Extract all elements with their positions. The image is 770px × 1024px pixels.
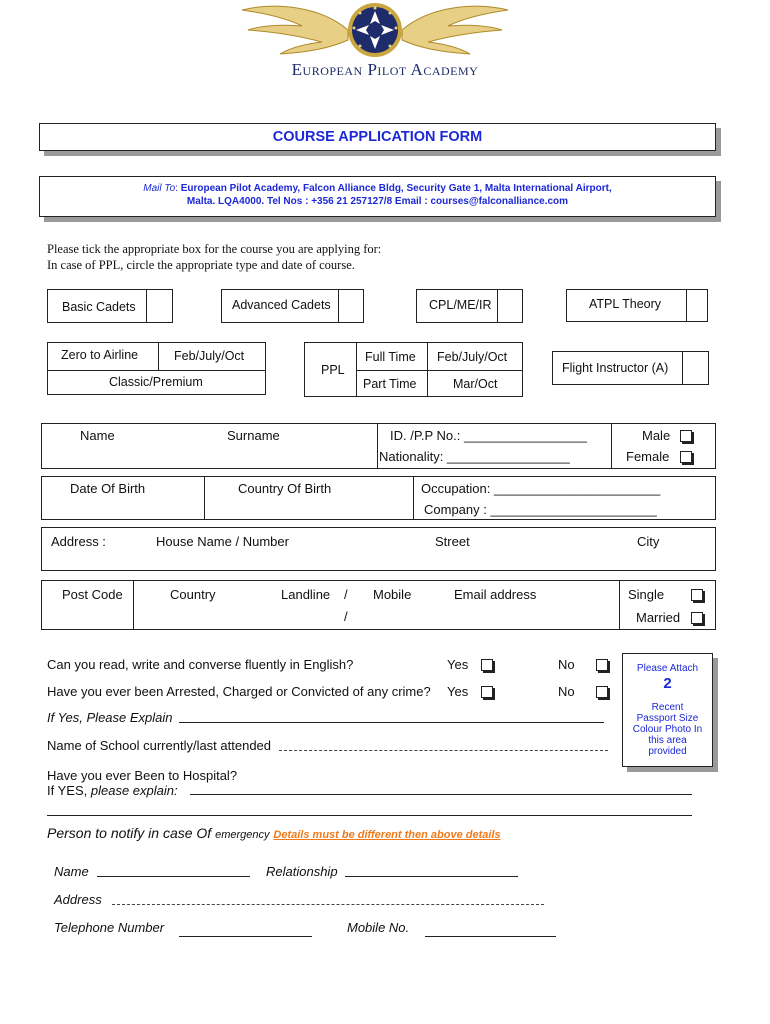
classic-premium-label: Classic/Premium [109,375,203,389]
photo-line-3: Colour Photo In [632,724,703,735]
arrested-no-checkbox[interactable] [596,686,608,698]
hospital-line-1[interactable] [190,794,692,795]
emergency-name-label: Name [54,864,89,879]
city-label: City [637,534,660,549]
zero-to-airline-option[interactable] [47,342,266,395]
zta-dates-label: Feb/July/Oct [174,349,245,363]
post-code-label: Post Code [62,587,123,602]
emergency-mobile-label: Mobile No. [347,920,410,935]
form-title: COURSE APPLICATION FORM [272,129,483,145]
telephone-line[interactable] [179,936,312,937]
email-label: Email address [454,587,537,602]
name-section [41,423,716,469]
if-yes-label: If YES, [47,783,88,798]
emergency-address-line[interactable] [112,904,544,905]
relationship-line[interactable] [345,876,518,877]
arrested-yes-label: Yes [447,684,469,699]
photo-area [622,653,713,767]
telephone-label: Telephone Number [54,920,165,935]
instruction-line-1: Please tick the appropriate box for the course you are applying for: [47,242,382,256]
company-field[interactable]: Company : _______________________ [424,502,657,517]
english-question: Can you read, write and converse fluently in English? [47,657,354,672]
occupation-field[interactable]: Occupation: _______________________ [421,481,661,496]
male-label: Male [642,428,671,443]
female-checkbox[interactable] [680,451,692,463]
english-yes-checkbox[interactable] [481,659,493,671]
birth-occupation-section [41,476,716,520]
school-label: Name of School currently/last attended [47,738,272,753]
ppl-option[interactable] [304,342,523,397]
zero-to-airline-label: Zero to Airline [61,348,139,362]
english-yes-label: Yes [447,657,469,672]
photo-count: 2 [663,675,672,692]
male-checkbox[interactable] [680,430,692,442]
arrested-question: Have you ever been Arrested, Charged or Convicted of any crime? [47,684,431,699]
mobile-label: Mobile [373,587,412,602]
advanced-cadets-option[interactable] [221,289,364,323]
mail-line-2: Malta. LQA4000. Tel Nos : +356 21 257127/8 Email : courses@falconalliance.com [186,196,569,207]
atpl-theory-option[interactable] [566,289,708,322]
maltese-cross-wings-icon [230,0,520,62]
cpl-me-ir-label: CPL/ME/IR [429,298,492,312]
relationship-label: Relationship [266,864,338,879]
female-label: Female [626,449,670,464]
academy-name: European Pilot Academy [291,60,479,79]
mail-address-1: European Pilot Academy, Falcon Alliance Bldg, Security Gate 1, Malta International Airport, [180,183,612,194]
ppl-label: PPL [321,363,345,377]
basic-cadets-option[interactable] [47,289,173,323]
part-time-dates-label: Mar/Oct [453,377,498,391]
emergency-heading-main: Person to notify in case Of [47,825,212,841]
emergency-heading [47,825,501,841]
photo-line-1: Recent [651,702,684,713]
address-label: Address : [51,534,106,549]
country-label: Country [170,587,216,602]
emergency-heading-small: emergency [215,829,270,841]
mail-label: Mail To [143,183,176,194]
flight-instructor-option[interactable] [552,351,709,385]
country-of-birth-label: Country Of Birth [238,481,332,496]
english-no-checkbox[interactable] [596,659,608,671]
street-label: Street [435,534,470,549]
surname-label: Surname [227,428,280,443]
landline-label: Landline [281,587,331,602]
address-section [41,527,716,571]
name-label: Name [80,428,115,443]
arrested-yes-checkbox[interactable] [481,686,493,698]
flight-instructor-label: Flight Instructor (A) [562,361,669,375]
photo-line-2: Passport Size [636,713,699,724]
english-no-label: No [558,657,575,672]
explain-line[interactable] [179,722,604,723]
id-pp-field[interactable]: ID. /P.P No.: _________________ [390,428,587,443]
photo-please-attach: Please Attach [636,663,699,674]
date-of-birth-label: Date Of Birth [70,481,146,496]
advanced-cadets-label: Advanced Cadets [232,298,331,312]
landline-slash: / [344,587,348,602]
house-label: House Name / Number [156,534,289,549]
hospital-line-2[interactable] [47,815,692,816]
full-time-label: Full Time [365,350,416,364]
school-line[interactable] [279,750,608,751]
cpl-me-ir-option[interactable] [416,289,523,323]
mail-line-1: Mail To: European Pilot Academy, Falcon Alliance Bldg, Security Gate 1, Malta International Airport, [143,183,612,194]
contact-section [41,580,716,630]
atpl-theory-label: ATPL Theory [589,297,662,311]
if-yes-explain-label: If Yes, Please Explain [47,710,173,725]
mail-to-box [39,176,716,217]
emergency-address-label: Address [54,892,102,907]
photo-line-4: this area [648,735,687,746]
mobile-slash: / [344,609,348,624]
photo-line-5: provided [648,746,687,757]
emergency-name-line[interactable] [97,876,250,877]
emergency-note: Details must be different then above details [273,829,501,841]
instruction-line-2: In case of PPL, circle the appropriate type and date of course. [47,258,355,272]
please-explain-label: please explain: [90,783,178,798]
single-label: Single [628,587,665,602]
form-title-box [39,123,716,151]
part-time-label: Part Time [363,377,417,391]
academy-logo [230,0,520,62]
hospital-explain-label [47,783,178,798]
emergency-mobile-line[interactable] [425,936,556,937]
basic-cadets-label: Basic Cadets [62,300,136,314]
married-label: Married [636,610,681,625]
hospital-question: Have you ever Been to Hospital? [47,768,238,783]
married-checkbox[interactable] [691,612,703,624]
single-checkbox[interactable] [691,589,703,601]
nationality-field[interactable]: Nationality: _________________ [379,449,570,464]
full-time-dates-label: Feb/July/Oct [437,350,508,364]
arrested-no-label: No [558,684,575,699]
